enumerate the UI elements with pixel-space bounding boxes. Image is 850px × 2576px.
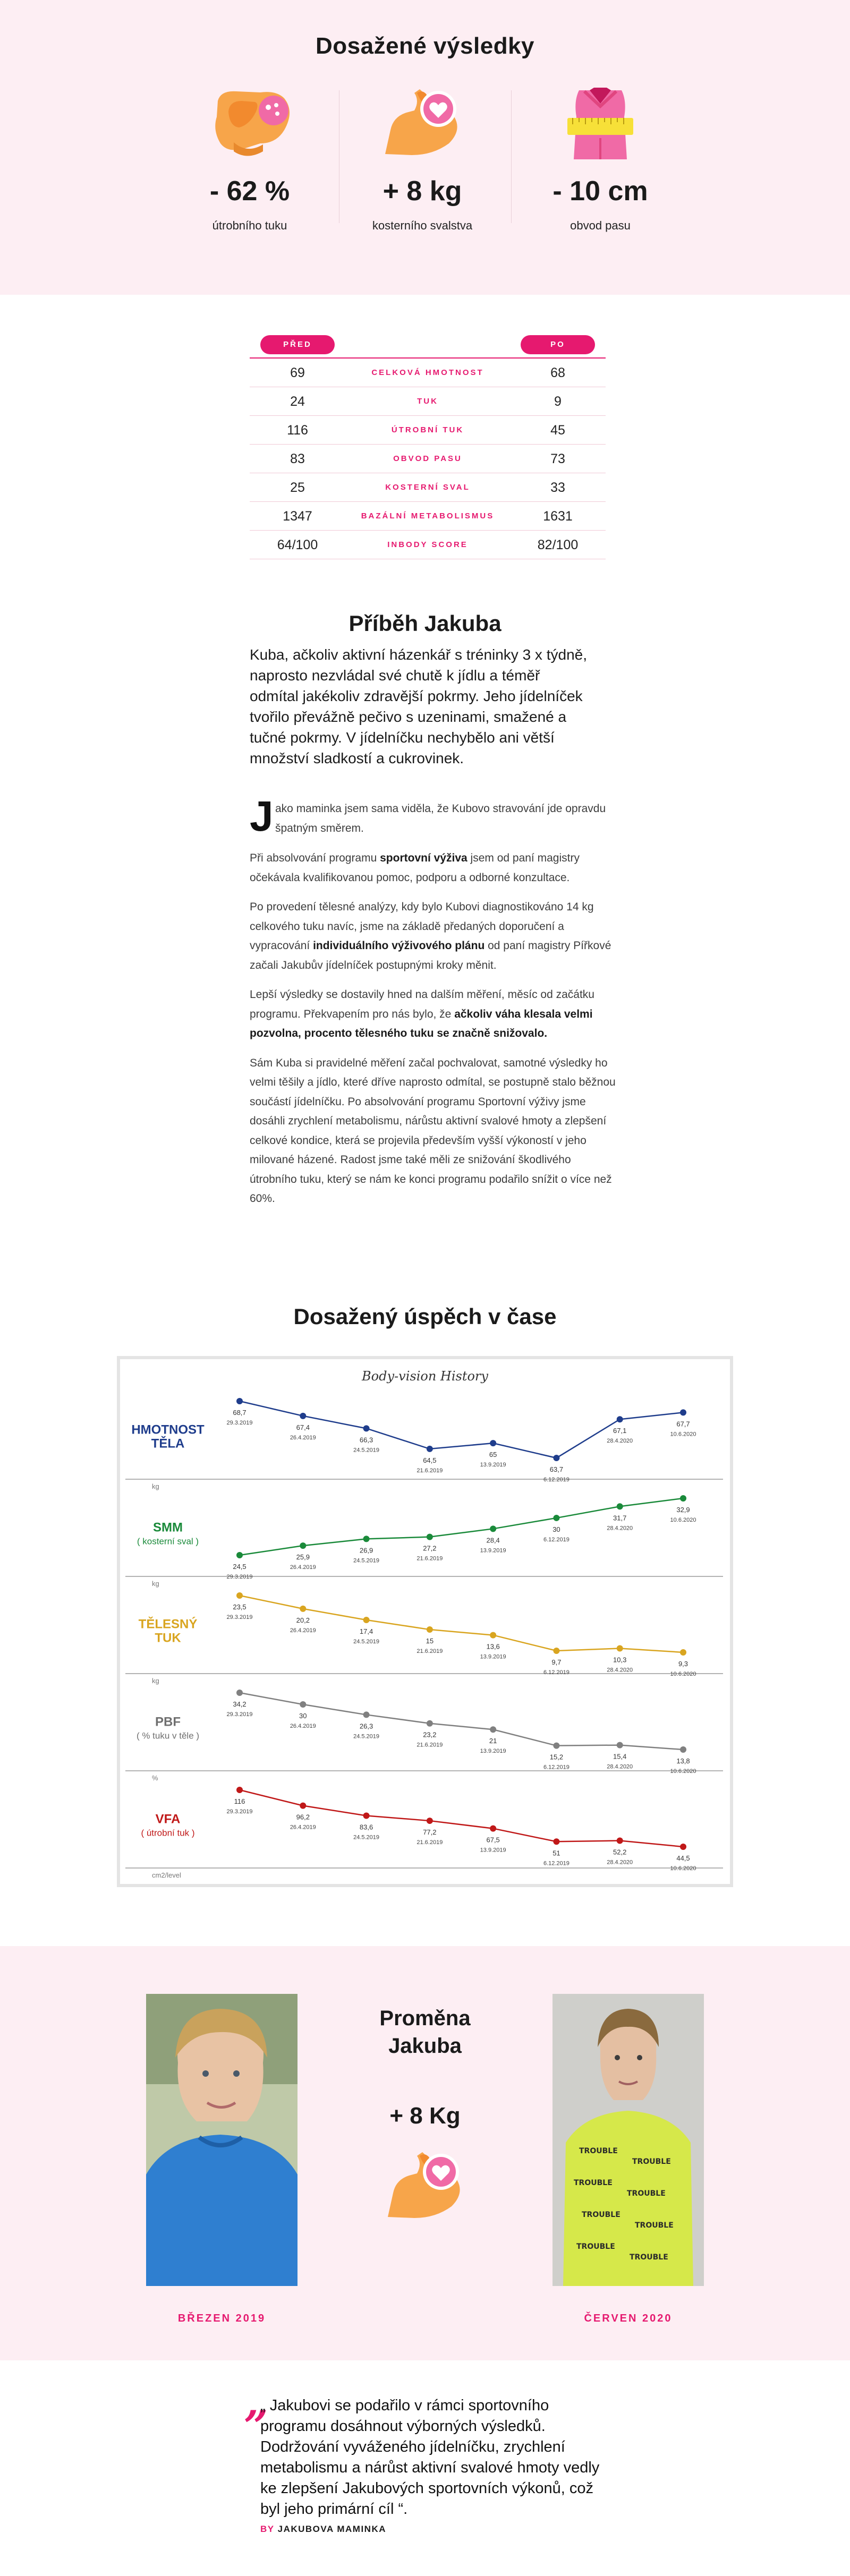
date-label: 10.6.2020 (670, 1517, 696, 1523)
flexed-bicep-heart-icon (372, 2143, 478, 2228)
svg-text:TROUBLE: TROUBLE (635, 2221, 674, 2230)
date-label: 10.6.2020 (670, 1431, 696, 1438)
data-point (236, 1690, 243, 1696)
before-value: 25 (290, 480, 305, 495)
date-label: 13.9.2019 (480, 1748, 506, 1755)
date-label: 13.9.2019 (480, 1547, 506, 1554)
data-point (490, 1525, 496, 1532)
before-value: 24 (290, 394, 305, 409)
date-label: 24.5.2019 (353, 1834, 380, 1841)
date-label: 28.4.2020 (607, 1667, 633, 1674)
table-row (250, 359, 606, 387)
data-label: 34,2 (233, 1700, 246, 1708)
data-point (236, 1592, 243, 1599)
data-label: 13,8 (676, 1757, 690, 1765)
date-label: 21.6.2019 (416, 1742, 443, 1748)
date-label: 6.12.2019 (543, 1477, 570, 1483)
metric-label: TUK (417, 397, 438, 406)
after-value: 1631 (543, 509, 573, 524)
date-label: 26.4.2019 (290, 1564, 316, 1571)
data-point (490, 1726, 496, 1733)
svg-text:TROUBLE: TROUBLE (627, 2189, 666, 2198)
data-label: 67,4 (296, 1423, 310, 1431)
result-visceral-fat (170, 80, 329, 233)
table-row (250, 445, 606, 473)
before-badge: PŘED (260, 335, 335, 354)
data-point (363, 1617, 370, 1623)
data-point (617, 1645, 623, 1651)
before-value: 69 (290, 365, 305, 380)
data-label: 27,2 (423, 1544, 437, 1553)
date-label: 21.6.2019 (416, 1467, 443, 1474)
date-label: 29.3.2019 (226, 1574, 253, 1580)
after-value: 45 (550, 423, 565, 438)
result-label: útrobního tuku (212, 219, 287, 232)
data-label: 26,9 (359, 1546, 373, 1555)
before-value: 64/100 (277, 538, 318, 552)
data-label: 52,2 (613, 1848, 627, 1856)
table-row (250, 502, 606, 531)
result-value: + 8 kg (382, 176, 462, 207)
data-label: 13,6 (486, 1642, 500, 1651)
data-label: 65 (489, 1451, 497, 1459)
date-label: 26.4.2019 (290, 1824, 316, 1831)
transformation-title (319, 2004, 531, 2060)
data-label: 51 (552, 1849, 560, 1857)
date-label: 10.6.2020 (670, 1865, 696, 1872)
paragraph-text: Lepší výsledky se dostavily hned na dalším měření, měsíc od začátku programu. Překvapením pro nás bylo, že (250, 988, 594, 1020)
data-label: 15,2 (549, 1753, 564, 1761)
date-label: 10.6.2020 (670, 1768, 696, 1775)
series-subtitle: ( útrobní tuk ) (141, 1828, 195, 1838)
after-value: 82/100 (537, 538, 579, 552)
date-label: 29.3.2019 (226, 1420, 253, 1426)
data-label: 30 (299, 1712, 307, 1720)
transformation-value: + 8 Kg (389, 2103, 461, 2129)
data-label: 21 (489, 1737, 497, 1745)
history-chart (117, 1356, 733, 1887)
date-label: 6.12.2019 (543, 1860, 570, 1867)
data-label: 67,5 (486, 1836, 500, 1844)
series-unit: kg (152, 1580, 159, 1588)
data-label: 9,7 (551, 1658, 562, 1666)
date-label: 26.4.2019 (290, 1627, 316, 1634)
date-label: 13.9.2019 (480, 1847, 506, 1854)
series-name: TUK (155, 1631, 181, 1645)
data-point (617, 1742, 623, 1748)
data-point (553, 1515, 559, 1521)
series-line (240, 1693, 683, 1750)
data-point (680, 1409, 686, 1415)
result-waist (521, 80, 680, 233)
data-label: 20,2 (296, 1616, 310, 1624)
data-point (490, 1632, 496, 1639)
result-value: - 62 % (209, 176, 290, 207)
series-unit: cm2/level (152, 1871, 181, 1879)
story-paragraph (250, 792, 616, 840)
date-label: 6.12.2019 (543, 1536, 570, 1543)
svg-text:TROUBLE: TROUBLE (632, 2157, 671, 2166)
waist-tape-measure-icon (547, 80, 653, 165)
data-point (236, 1787, 243, 1793)
before-value: 116 (287, 423, 308, 438)
belly-fat-icon (197, 80, 303, 165)
after-badge: PO (521, 335, 595, 354)
svg-text:TROUBLE: TROUBLE (579, 2147, 618, 2155)
data-label: 44,5 (676, 1854, 690, 1862)
data-point (617, 1837, 623, 1844)
date-label: 21.6.2019 (416, 1555, 443, 1562)
date-label: 21.6.2019 (416, 1839, 443, 1846)
paragraph-text: od paní magistry Pířkové začali Jakubův jídelníček postupnými kroky měnit. (250, 940, 611, 971)
metric-label: OBVOD PASU (393, 454, 462, 463)
result-value: - 10 cm (552, 176, 648, 207)
date-label: 6.12.2019 (543, 1764, 570, 1771)
after-value: 33 (550, 480, 565, 495)
data-label: 10,3 (613, 1656, 627, 1664)
title-line: Jakuba (388, 2034, 462, 2058)
date-label: 6.12.2019 (543, 1669, 570, 1676)
paragraph-text: ako maminka jsem sama viděla, že Kubovo stravování jde opravdu špatným směrem. (275, 803, 606, 834)
data-point (553, 1455, 559, 1461)
date-label: 24.5.2019 (353, 1447, 380, 1454)
after-caption: ČERVEN 2020 (584, 2313, 673, 2324)
chart-title: Body-vision History (362, 1369, 488, 1384)
series-name: TĚLESNÝ (138, 1617, 198, 1632)
series-name: VFA (155, 1812, 181, 1827)
data-label: 32,9 (676, 1506, 690, 1514)
data-label: 25,9 (296, 1553, 310, 1562)
paragraph-text: Při absolvování programu (250, 852, 380, 864)
table-rows (250, 359, 606, 559)
data-label: 64,5 (423, 1456, 437, 1464)
date-label: 29.3.2019 (226, 1809, 253, 1815)
data-label: 77,2 (423, 1828, 437, 1837)
after-value: 9 (554, 394, 562, 409)
data-point (427, 1626, 433, 1633)
table-row (250, 387, 606, 416)
data-point (300, 1606, 306, 1612)
after-value: 73 (550, 451, 565, 466)
data-label: 96,2 (296, 1813, 310, 1821)
table-row (250, 531, 606, 559)
data-label: 15 (426, 1637, 434, 1645)
story-paragraph (250, 849, 616, 888)
series-unit: % (152, 1774, 158, 1782)
series-unit: kg (152, 1677, 159, 1685)
data-point (363, 1711, 370, 1718)
date-label: 28.4.2020 (607, 1525, 633, 1532)
before-value: 1347 (283, 509, 312, 524)
data-point (300, 1542, 306, 1549)
date-label: 29.3.2019 (226, 1711, 253, 1718)
title-line: Proměna (379, 2007, 471, 2030)
date-label: 10.6.2020 (670, 1671, 696, 1677)
table-header (250, 332, 606, 359)
date-label: 26.4.2019 (290, 1434, 316, 1441)
date-label: 13.9.2019 (480, 1653, 506, 1660)
data-label: 15,4 (613, 1752, 627, 1761)
paragraph-text: jsem od paní magistry očekávala kvalifikovanou pomoc, podporu a odborné konzultace. (250, 852, 580, 884)
data-label: 30 (552, 1525, 560, 1533)
data-point (680, 1649, 686, 1656)
data-label: 83,6 (359, 1823, 373, 1831)
after-photo (552, 1994, 704, 2286)
highlight-text: ačkoliv váha klesala velmi pozvolna, procento tělesného tuku se značně snižovalo. (250, 1008, 593, 1039)
data-point (617, 1416, 623, 1422)
story-paragraph: Sám Kuba si pravidelné měření začal pochvalovat, samotné výsledky ho velmi těšily a jídlo, které dříve naprosto odmítal, se postupně stalo běžnou součástí jídelníčku. Po absolvování programu Sportovní výživy jsme dosáhli zrychlení metabolismu, nárůstu aktivní svalové hmoty a zlepšení celkové kondice, která se projevila především vyšší výkoností v jeho milované házené. Radost jsme také měli ze snižování škodlivého útrobního tuku, který se nám ke konci programu podařilo snížit o více než 60%. (250, 1056, 616, 1205)
data-point (553, 1838, 559, 1845)
results-title: Dosažené výsledky (315, 33, 535, 59)
data-point (680, 1844, 686, 1850)
table-row (250, 473, 606, 502)
series-unit: kg (152, 1482, 159, 1490)
author-name: JAKUBOVA MAMINKA (277, 2524, 387, 2534)
data-point (236, 1398, 243, 1404)
date-label: 28.4.2020 (607, 1859, 633, 1866)
after-value: 68 (550, 365, 565, 380)
svg-text:TROUBLE: TROUBLE (576, 2242, 615, 2251)
data-label: 67,1 (613, 1427, 627, 1435)
date-label: 24.5.2019 (353, 1733, 380, 1740)
date-label: 21.6.2019 (416, 1648, 443, 1655)
before-after-table (250, 332, 606, 559)
data-label: 116 (234, 1797, 245, 1805)
data-point (553, 1648, 559, 1654)
table-row (250, 416, 606, 445)
data-point (236, 1552, 243, 1558)
flexed-bicep-heart-icon (369, 80, 475, 165)
date-label: 28.4.2020 (607, 1763, 633, 1770)
metric-label: INBODY SCORE (387, 540, 468, 549)
result-muscle (343, 80, 502, 233)
data-point (300, 1413, 306, 1419)
data-label: 66,3 (359, 1436, 373, 1444)
date-label: 29.3.2019 (226, 1614, 253, 1620)
story-lead: Kuba, ačkoliv aktivní házenkář s tréninky 3 x týdně, naprosto nezvládal své chutě k jídlu a téměř odmítal jakékoliv zdravější pokrmy. Jeho jídelníček tvořilo převážně pečivo s uzeninami, smažené a tučné pokrmy. V jídelníčku nechybělo ani větší množství sladkostí a cukrovinek. (250, 646, 587, 766)
story-paragraph (250, 985, 616, 1044)
results-section (0, 0, 850, 295)
data-label: 68,7 (233, 1409, 246, 1417)
data-label: 9,3 (678, 1660, 688, 1668)
testimonial-quote: „ Jakubovi se podařilo v rámci sportovního programu dosáhnout výborných výsledků. Dodržování vyváženého jídelníčku, zrychlení metabolismu a nárůst aktivní svalové hmoty vedly ke zlepšení Jakubových sportovních výkonů, což byl jeho primární cíl “. (260, 2397, 600, 2518)
data-label: 23,5 (233, 1603, 246, 1611)
before-value: 83 (290, 451, 305, 466)
data-label: 17,4 (359, 1627, 373, 1635)
data-point (363, 1425, 370, 1431)
paragraph-text: Po provedení tělesné analýzy, kdy bylo Kubovi diagnostikováno 14 kg celkového tuku navíc, jsme na základě předaných doporučení a vypracování (250, 901, 594, 952)
metric-label: ÚTROBNÍ TUK (391, 425, 464, 434)
data-point (363, 1536, 370, 1542)
data-point (680, 1746, 686, 1753)
data-label: 67,7 (676, 1420, 690, 1428)
data-point (427, 1446, 433, 1452)
data-label: 28,4 (486, 1536, 500, 1545)
date-label: 24.5.2019 (353, 1638, 380, 1645)
data-point (363, 1812, 370, 1819)
series-subtitle: ( kosterní sval ) (137, 1536, 199, 1547)
data-point (680, 1495, 686, 1502)
svg-text:TROUBLE: TROUBLE (582, 2211, 620, 2219)
series-name: SMM (153, 1520, 183, 1535)
before-photo (146, 1994, 298, 2286)
story-paragraph (250, 898, 616, 975)
svg-text:TROUBLE: TROUBLE (630, 2253, 668, 2262)
by-label: BY (260, 2524, 275, 2534)
data-point (427, 1720, 433, 1727)
date-label: 28.4.2020 (607, 1438, 633, 1445)
data-label: 23,2 (423, 1730, 437, 1739)
drop-cap: J (250, 792, 274, 840)
series-name: TĚLA (151, 1436, 185, 1451)
data-point (427, 1534, 433, 1540)
data-label: 24,5 (233, 1563, 246, 1571)
result-label: obvod pasu (570, 219, 631, 232)
history-chart-svg (120, 1359, 730, 1884)
data-point (427, 1818, 433, 1824)
story-body (250, 792, 616, 1219)
quote-author (260, 2524, 386, 2535)
data-label: 63,7 (549, 1465, 564, 1473)
story-title: Příběh Jakuba (348, 611, 502, 636)
series-name: PBF (155, 1715, 181, 1729)
before-caption: BŘEZEN 2019 (177, 2313, 266, 2324)
series-name: HMOTNOST (131, 1422, 205, 1437)
highlight-text: sportovní výživa (380, 852, 468, 864)
data-point (300, 1701, 306, 1708)
data-point (490, 1440, 496, 1446)
chart-section-title: Dosažený úspěch v čase (293, 1304, 557, 1329)
data-point (490, 1826, 496, 1832)
date-label: 13.9.2019 (480, 1462, 506, 1469)
date-label: 26.4.2019 (290, 1723, 316, 1730)
data-label: 31,7 (613, 1514, 627, 1522)
data-point (300, 1803, 306, 1809)
result-label: kosterního svalstva (372, 219, 473, 232)
metric-label: CELKOVÁ HMOTNOST (371, 368, 484, 377)
highlight-text: individuálního výživového plánu (313, 940, 485, 952)
transformation-section (0, 1946, 850, 2360)
svg-text:TROUBLE: TROUBLE (574, 2179, 613, 2187)
date-label: 24.5.2019 (353, 1557, 380, 1564)
data-point (617, 1503, 623, 1509)
quote-mark-icon: „ (244, 2377, 269, 2427)
metric-label: BAZÁLNÍ METABOLISMUS (361, 511, 495, 521)
series-subtitle: ( % tuku v těle ) (136, 1730, 200, 1741)
divider (511, 90, 512, 223)
metric-label: KOSTERNÍ SVAL (385, 483, 470, 492)
data-point (553, 1743, 559, 1749)
data-label: 26,3 (359, 1722, 373, 1730)
